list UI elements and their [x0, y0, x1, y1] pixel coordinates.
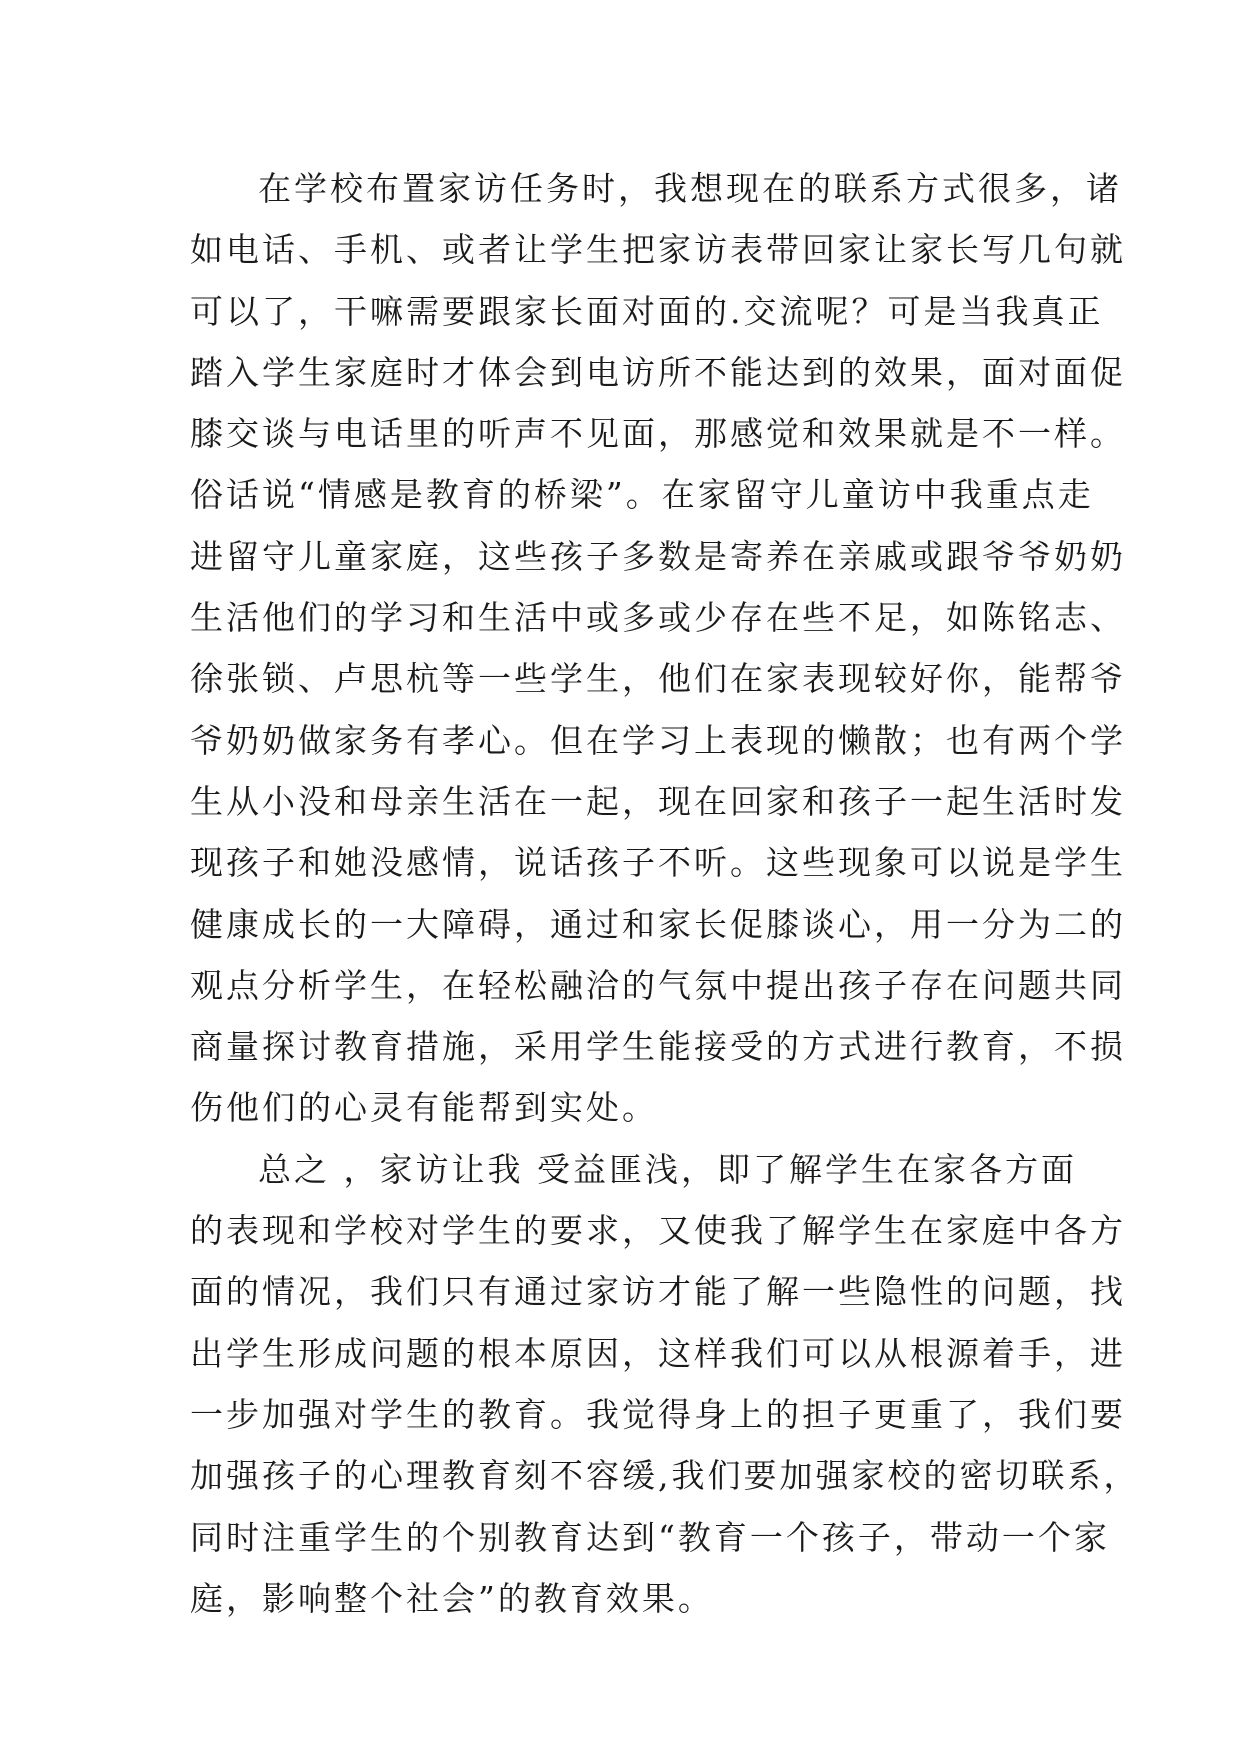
paragraph-2-line: 总之 ，家访让我 受益匪浅，即了解学生在家各方面: [258, 1149, 1077, 1189]
paragraph-1-line: 在学校布置家访任务时，我想现在的联系方式很多，诸: [258, 169, 1122, 208]
paragraph-1-line: 生活他们的学习和生活中或多或少存在些不足，如陈铭志、: [190, 598, 1126, 638]
paragraph-1-line: 伤他们的心灵有能帮到实处。: [190, 1088, 658, 1128]
paragraph-2-line: 庭，影响整个社会”的教育效果。: [190, 1578, 714, 1618]
paragraph-1-line: 如电话、手机、或者让学生把家访表带回家让家长写几句就: [190, 230, 1126, 270]
paragraph-1-line: 徐张锁、卢思杭等一些学生，他们在家表现较好你，能帮爷: [190, 659, 1126, 699]
paragraph-1-line: 膝交谈与电话里的听声不见面，那感觉和效果就是不一样。: [190, 414, 1126, 454]
paragraph-1-line: 俗话说“情感是教育的桥梁”。在家留守儿童访中我重点走: [190, 475, 1094, 515]
paragraph-1-line: 现孩子和她没感情，说话孩子不听。这些现象可以说是学生: [190, 843, 1126, 883]
paragraph-1-line: 健康成长的一大障碍，通过和家长促膝谈心，用一分为二的: [190, 904, 1126, 944]
document-body: [190, 158, 1140, 1629]
paragraph-2-line: 面的情况，我们只有通过家访才能了解一些隐性的问题，找: [190, 1272, 1126, 1312]
paragraph-2-line: 加强孩子的心理教育刻不容缓,我们要加强家校的密切联系，: [190, 1456, 1140, 1496]
paragraph-1-line: 观点分析学生，在轻松融洽的气氛中提出孩子存在问题共同: [190, 965, 1126, 1005]
paragraph-1-line: 踏入学生家庭时才体会到电访所不能达到的效果，面对面促: [190, 352, 1126, 392]
paragraph-2-line: 出学生形成问题的根本原因，这样我们可以从根源着手，进: [190, 1333, 1126, 1373]
paragraph-1-line: 商量探讨教育措施，采用学生能接受的方式进行教育，不损: [190, 1027, 1126, 1067]
paragraph-2-line: 一步加强对学生的教育。我觉得身上的担子更重了，我们要: [190, 1394, 1126, 1434]
paragraph-1-line: 爷奶奶做家务有孝心。但在学习上表现的懒散；也有两个学: [190, 720, 1126, 760]
paragraph-2-line: 同时注重学生的个别教育达到“教育一个孩子，带动一个家: [190, 1517, 1110, 1557]
paragraph-1-line: 可以了，干嘛需要跟家长面对面的.交流呢？可是当我真正: [190, 291, 1104, 331]
paragraph-1-line: 生从小没和母亲生活在一起，现在回家和孩子一起生活时发: [190, 781, 1126, 821]
paragraph-1-line: 进留守儿童家庭，这些孩子多数是寄养在亲戚或跟爷爷奶奶: [190, 536, 1126, 576]
paragraph-2-line: 的表现和学校对学生的要求，又使我了解学生在家庭中各方: [190, 1211, 1126, 1251]
